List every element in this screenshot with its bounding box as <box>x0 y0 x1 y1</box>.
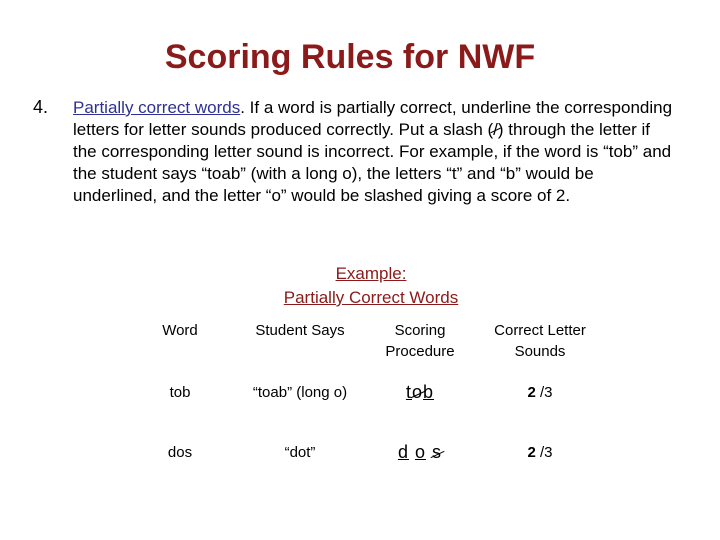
example-line-2: Partially Correct Words <box>283 288 459 307</box>
row-1-score <box>480 382 600 403</box>
row-1-word: tob <box>169 384 191 401</box>
row-2-word: dos <box>167 444 193 461</box>
rule-lead: Partially correct words <box>73 98 241 117</box>
example-line-1: Example: <box>335 264 407 283</box>
row-2-score <box>480 442 600 463</box>
rule-text-1: . If a word is partially correct, underline the corresponding letters for letter sounds produced correctly. Put a slash ( <box>73 98 673 139</box>
header-scoring-procedure: Scoring Procedure <box>385 322 455 360</box>
rule-paragraph <box>73 97 673 207</box>
header-correct-letter-sounds: Correct Letter Sounds <box>494 322 586 360</box>
slashed-letter: s <box>432 442 443 462</box>
underlined-letter: b <box>423 382 435 402</box>
score-total: /3 <box>540 444 553 461</box>
score-value: 2 <box>527 444 536 461</box>
rule-text-2: ) through the letter if the corresponding letter sound is incorrect. For example, if the word is “tob” and the student says “toab” (with a long o), the letters “t” and “b” would be underlined, and the letter “o” would be slashed giving a score of 2. <box>73 120 672 205</box>
header-word: Word <box>162 322 198 339</box>
score-total: /3 <box>540 384 553 401</box>
score-value: 2 <box>527 384 536 401</box>
row-2-student-says: “dot” <box>284 444 316 461</box>
slash-symbol: / <box>493 119 498 141</box>
underlined-letter: o <box>415 442 427 462</box>
row-2-scoring-procedure <box>370 442 470 463</box>
slashed-letter: o <box>411 382 423 402</box>
row-1-scoring-procedure <box>370 382 470 403</box>
item-number: 4. <box>33 97 49 117</box>
underlined-letter: d <box>397 442 409 462</box>
row-1-student-says: “toab” (long o) <box>252 384 348 401</box>
header-student-says: Student Says <box>255 322 345 339</box>
underlined-letter: t <box>405 382 412 402</box>
example-heading <box>266 262 476 310</box>
page-title: Scoring Rules for NWF <box>164 38 536 76</box>
